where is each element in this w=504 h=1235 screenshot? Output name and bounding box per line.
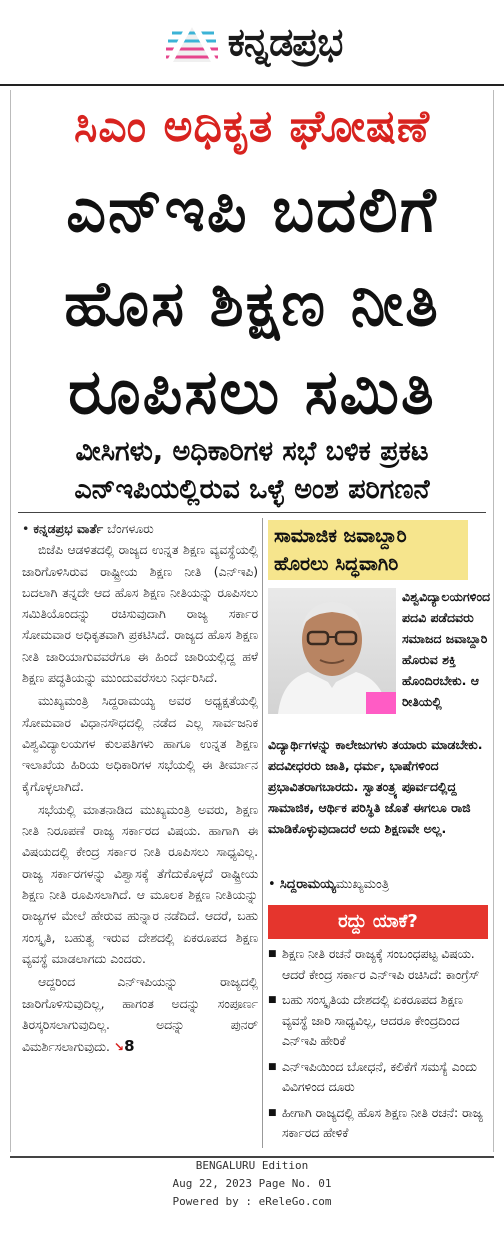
attribution-role: ಮುಖ್ಯಮಂತ್ರಿ — [335, 877, 390, 892]
headline-line-1: ಎನ್‌ಇಪಿ ಬದಲಿಗೆ — [66, 173, 438, 246]
continued-page-link[interactable]: 8 — [124, 1037, 135, 1056]
newspaper-logo-text: ಕನ್ನಡಪ್ರಭ — [227, 19, 343, 64]
triangle-stripes-logo-icon — [162, 17, 220, 67]
why-box-list — [268, 944, 490, 1149]
byline-place: ಬೆಂಗಳೂರು — [107, 521, 154, 536]
byline — [22, 518, 258, 539]
kicker-headline: ಸಿಎಂ ಅಧಿಕೃತ ಘೋಷಣೆ — [74, 101, 430, 152]
deck-divider — [18, 512, 486, 513]
bullet-icon: • — [22, 521, 34, 536]
list-item: ■ ಹೀಗಾಗಿ ರಾಜ್ಯದಲ್ಲಿ ಹೊಸ ಶಿಕ್ಷಣ ನೀತಿ ರಚನೆ: ರಾಜ್ಯ ಸರ್ಕಾರದ ಹೇಳಿಕೆ — [268, 1103, 490, 1144]
headline-line-3: ರೂಪಿಸಲು ಸಮಿತಿ — [68, 355, 436, 428]
subdeck-line-2: ಎನ್‌ಇಪಿಯಲ್ಲಿರುವ ಒಳ್ಳೆ ಅಂಶ ಪರಿಗಣನೆ — [74, 474, 430, 505]
attribution-name: ಸಿದ್ದರಾಮಯ್ಯ — [279, 877, 336, 892]
list-item: ■ ಶಿಕ್ಷಣ ನೀತಿ ರಚನೆ ರಾಜ್ಯಕ್ಕೆ ಸಂಬಂಧಪಟ್ಟ ವಿಷಯ. ಆದರೆ ಕೇಂದ್ರ ಸರ್ಕಾರ ಎನ್‌ಇಪಿ ರಚಿಸಿದೆ: ಕಾಂಗ್ರೆಸ್ — [268, 944, 490, 985]
masthead-divider — [0, 84, 504, 86]
list-item: ■ ಎನ್‌ಇಪಿಯಿಂದ ಬೋಧನೆ, ಕಲಿಕೆಗೆ ಸಮಸ್ಯೆ ಎಂದು ವಿವಿಗಳಿಂದ ದೂರು — [268, 1057, 490, 1098]
masthead — [0, 0, 504, 84]
list-item: ■ ಬಹು ಸಂಸ್ಕೃತಿಯ ದೇಶದಲ್ಲಿ ಏಕರೂಪದ ಶಿಕ್ಷಣ ವ್ಯವಸ್ಥೆ ಜಾರಿ ಸಾಧ್ಯವಿಲ್ಲ, ಆದರೂ ಕೇಂದ್ರದಿಂದ ಎನ್‌ಇಪಿ ಹೇರಿಕೆ — [268, 990, 490, 1052]
bullet-icon: • — [268, 877, 280, 892]
subdeck-line-1: ವೀಸಿಗಳು, ಅಧಿಕಾರಿಗಳ ಸಭೆ ಬಳಿಕ ಪ್ರಕಟ — [75, 436, 429, 467]
headline-line-2: ಹೊಸ ಶಿಕ್ಷಣ ನೀತಿ — [64, 267, 440, 340]
story-paragraph: ಸಭೆಯಲ್ಲಿ ಮಾತನಾಡಿದ ಮುಖ್ಯಮಂತ್ರಿ ಅವರು, ಶಿಕ್ಷಣ ನೀತಿ ನಿರೂಪಣೆ ರಾಜ್ಯ ಸರ್ಕಾರದ ವಿಷಯ. ಹಾಗಾಗಿ ಈ ವಿಷಯದಲ್ಲಿ ಕೇಂದ್ರ ಸರ್ಕಾರ ನೀತಿ ರೂಪಿಸಲು ಸಾಧ್ಯವಿಲ್ಲ. ರಾಜ್ಯ ಸರ್ಕಾರಗಳನ್ನು ವಿಶ್ವಾಸಕ್ಕೆ ತೆಗೆದುಕೊಳ್ಳದೆ ರಾಷ್ಟ್ರೀಯ ಶಿಕ್ಷಣ ನೀತಿ ರೂಪಿಸಲಾಗಿದೆ. ಆ ಮೂಲಕ ಶಿಕ್ಷಣ ನೀತಿಯನ್ನು ರಾಜ್ಯಗಳ ಮೇಲೆ ಹೇರುವ ಹುನ್ನಾರ ನಡೆದಿದೆ. ಆದರೆ, ಬಹು ಸಂಸ್ಕೃತಿ, ಬಹುತ್ವ ಇರುವ ದೇಶದಲ್ಲಿ ಏಕರೂಪದ ಶಿಕ್ಷಣ ವ್ಯವಸ್ಥೆ ಮಾಡಲಾಗದು ಎಂದರು. — [22, 802, 258, 966]
story-paragraph-text: ಆದ್ದರಿಂದ ಎನ್‌ಇಪಿಯನ್ನು ರಾಜ್ಯದಲ್ಲಿ ಜಾರಿಗೊಳಿಸುವುದಿಲ್ಲ, ಹಾಗಂತ ಅದನ್ನು ಸಂಪೂರ್ಣ ತಿರಸ್ಕರಿಸಲಾಗುವುದಿಲ್ಲ. ಅದನ್ನು ಪುನರ್ ವಿಮರ್ಶಿಸಲಾಗುವುದು. — [22, 975, 258, 1055]
quote-box-title: ಸಾಮಾಜಿಕ ಜವಾಬ್ದಾರಿ ಹೊರಲು ಸಿದ್ಧವಾಗಿರಿ — [268, 520, 468, 580]
quote-body-text: ವಿದ್ಯಾರ್ಥಿಗಳನ್ನು ಕಾಲೇಜುಗಳು ತಯಾರು ಮಾಡಬೇಕು. ಪದವೀಧರರು ಜಾತಿ, ಧರ್ಮ, ಭಾಷೆಗಳಿಂದ ಪ್ರಭಾವಿತರಾಗಬಾರದು. ಸ್ವಾತಂತ್ರ್ಯ ಪೂರ್ವದಲ್ಲಿದ್ದ ಸಾಮಾಜಿಕ, ಆರ್ಥಿಕ ಪರಿಸ್ಥಿತಿ ಜೊತೆ ಈಗಲೂ ರಾಜಿ ಮಾಡಿಕೊಳ್ಳುವುದಾದರೆ ಅದು ಶಿಕ್ಷಣವೇ ಅಲ್ಲ. — [268, 737, 483, 836]
story-paragraph-last — [22, 972, 258, 1058]
powered-by-credit[interactable]: Powered by : eReleGo.com — [172, 1195, 332, 1208]
story-paragraph: ಮುಖ್ಯಮಂತ್ರಿ ಸಿದ್ದರಾಮಯ್ಯ ಅವರ ಅಧ್ಯಕ್ಷತೆಯಲ್ಲಿ ಸೋಮವಾರ ವಿಧಾನಸೌಧದಲ್ಲಿ ನಡೆದ ಎಲ್ಲ ಸಾರ್ವಜನಿಕ ವಿಶ್ವವಿದ್ಯಾಲಯಗಳ ಕುಲಪತಿಗಳು ಹಾಗೂ ಉನ್ನತ ಶಿಕ್ಷಣ ಇಲಾಖೆಯ ಹಿರಿಯ ಅಧಿಕಾರಿಗಳ ಸಭೆಯಲ್ಲಿ ಈ ತೀರ್ಮಾನ ಕೈಗೊಳ್ಳಲಾಗಿದೆ. — [22, 694, 258, 794]
edition-name: BENGALURU Edition — [195, 1159, 309, 1172]
byline-source: ಕನ್ನಡಪ್ರಭ ವಾರ್ತೆ — [33, 521, 104, 536]
quote-side-text: ವಿಶ್ವವಿದ್ಯಾಲಯಗಳಿಂದ ಪದವಿ ಪಡೆದವರು ಸಮಾಜದ ಜವಾಬ್ದಾರಿ ಹೊರುವ ಶಕ್ತಿ ಹೊಂದಿರಬೇಕು. ಆ ರೀತಿಯಲ್ಲಿ — [402, 589, 491, 709]
story-body — [22, 518, 258, 1058]
quote-attribution — [268, 874, 490, 896]
pink-background-patch — [366, 692, 396, 714]
why-box-title: ರದ್ದು ಯಾಕೆ? — [268, 905, 488, 939]
chief-minister-photo — [268, 588, 396, 714]
column-divider — [262, 518, 263, 1148]
jump-arrow-icon: ↘ — [113, 1040, 125, 1055]
story-paragraph: ಬಿಜೆಪಿ ಆಡಳಿತದಲ್ಲಿ ರಾಜ್ಯದ ಉನ್ನತ ಶಿಕ್ಷಣ ವ್ಯವಸ್ಥೆಯಲ್ಲಿ ಜಾರಿಗೊಳಿಸಿರುವ ರಾಷ್ಟ್ರೀಯ ಶಿಕ್ಷಣ ನೀತಿ (ಎನ್‌ಇಪಿ) ಬದಲಾಗಿ ತನ್ನದೇ ಆದ ಹೊಸ ಶಿಕ್ಷಣ ನೀತಿಯನ್ನು ರೂಪಿಸಲು ಸಮಿತಿಯೊಂದನ್ನು ರಚಿಸುವುದಾಗಿ ರಾಜ್ಯ ಸರ್ಕಾರ ಸೋಮವಾರ ಅಧಿಕೃತವಾಗಿ ಪ್ರಕಟಿಸಿದೆ. ರಾಜ್ಯದ ಹೊಸ ಶಿಕ್ಷಣ ನೀತಿ ಜಾರಿಯಾಗುವವರೆಗೂ ಈ ಹಿಂದೆ ಜಾರಿಯಲ್ಲಿದ್ದ ಹಳೆ ಶಿಕ್ಷಣ ಪದ್ಧತಿಯನ್ನು ಮುಂದುವರೆಸಲು ನಿರ್ಧರಿಸಿದೆ. — [22, 543, 258, 686]
edition-date-page: Aug 22, 2023 Page No. 01 — [172, 1177, 332, 1190]
